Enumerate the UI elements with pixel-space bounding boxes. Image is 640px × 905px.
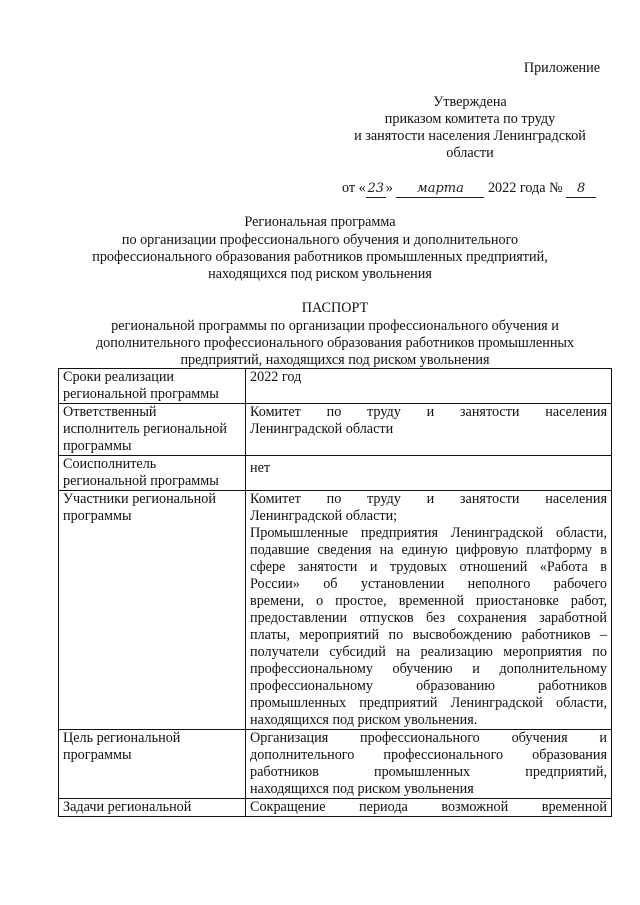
program-title-line-1: Региональная программа bbox=[244, 214, 396, 230]
table-row-tasks bbox=[59, 799, 612, 817]
coexecutor-label-line: региональной программы bbox=[63, 473, 219, 489]
passport-heading: ПАСПОРТ bbox=[301, 300, 369, 316]
program-title-line-3: профессионального образования работников промышленных предприятий, bbox=[92, 249, 548, 265]
table-row-participants bbox=[59, 491, 612, 730]
participants-value-line: получатели субсидий на реализацию мероприятия по bbox=[250, 644, 607, 660]
participants-value-line: профессиональному обучению и дополнительному bbox=[250, 661, 607, 677]
goal-value-line: дополнительного профессионального образования bbox=[250, 747, 607, 763]
executor-label-line: исполнитель региональной bbox=[63, 421, 227, 437]
passport-table bbox=[58, 368, 612, 817]
participants-label-line: программы bbox=[63, 508, 132, 524]
executor-value-cell bbox=[246, 404, 612, 456]
table-row-goal bbox=[59, 730, 612, 799]
coexecutor-value-line: нет bbox=[250, 460, 271, 476]
passport-subtitle-line-3: предприятий, находящихся под риском увольнения bbox=[180, 352, 490, 368]
executor-value-line: Комитет по труду и занятости населения bbox=[250, 404, 607, 420]
participants-value-line: подавшие сведения на единую цифровую платформу в bbox=[250, 542, 607, 558]
table-row-terms bbox=[59, 369, 612, 404]
coexecutor-value-cell bbox=[246, 456, 612, 491]
tasks-label-line: Задачи региональной bbox=[63, 799, 192, 815]
executor-label-cell bbox=[59, 404, 246, 456]
tasks-value-cell bbox=[246, 799, 612, 817]
order-number-handwritten: 8 bbox=[566, 180, 596, 198]
goal-label-line: Цель региональной bbox=[63, 730, 181, 746]
date-close-quote: » bbox=[385, 180, 393, 196]
goal-label-line: программы bbox=[63, 747, 132, 763]
goal-value-cell bbox=[246, 730, 612, 799]
goal-label-cell bbox=[59, 730, 246, 799]
participants-value-cell bbox=[246, 491, 612, 730]
terms-label-cell bbox=[59, 369, 246, 404]
passport-subtitle-line-1: региональной программы по организации профессионального обучения и bbox=[111, 318, 559, 334]
tasks-label-cell bbox=[59, 799, 246, 817]
executor-label-line: программы bbox=[63, 438, 132, 454]
table-row-executor bbox=[59, 404, 612, 456]
goal-value-line: Организация профессионального обучения и bbox=[250, 730, 607, 746]
terms-label-line: Сроки реализации bbox=[63, 369, 175, 385]
terms-value-cell bbox=[246, 369, 612, 404]
participants-value-line: Ленинградской области; bbox=[250, 508, 398, 524]
program-title-line-4: находящихся под риском увольнения bbox=[208, 266, 432, 282]
participants-label-cell bbox=[59, 491, 246, 730]
date-month-handwritten: марта bbox=[396, 180, 484, 198]
participants-value-line: России» об установлении неполного рабочего bbox=[250, 576, 607, 592]
goal-value-line: работников промышленных предприятий, bbox=[250, 764, 607, 780]
coexecutor-label-line: Соисполнитель bbox=[63, 456, 157, 472]
order-line-1: приказом комитета по труду bbox=[384, 111, 556, 127]
participants-value-line: платы, мероприятий по высвобождению работников – bbox=[250, 627, 607, 643]
order-date-line bbox=[342, 180, 596, 198]
participants-value-line: Промышленные предприятия Ленинградской области, bbox=[250, 525, 607, 541]
participants-value-line: сфере занятости и трудовых отношений «Работа в bbox=[250, 559, 607, 575]
participants-value-line: находящихся под риском увольнения. bbox=[250, 712, 478, 728]
passport-subtitle-line-2: дополнительного профессионального образования работников промышленных bbox=[95, 335, 575, 351]
goal-value-line: находящихся под риском увольнения bbox=[250, 781, 474, 797]
approved-label: Утверждена bbox=[433, 94, 507, 110]
participants-value-line: Комитет по труду и занятости населения bbox=[250, 491, 607, 507]
terms-value-line: 2022 год bbox=[250, 369, 302, 385]
executor-label-line: Ответственный bbox=[63, 404, 157, 420]
program-title-line-2: по организации профессионального обучения и дополнительного bbox=[121, 232, 519, 248]
table-row-coexecutor bbox=[59, 456, 612, 491]
order-line-3: области bbox=[446, 145, 494, 161]
date-from-text: от « bbox=[342, 180, 366, 196]
participants-value-line: профессиональному образованию работников bbox=[250, 678, 607, 694]
terms-label-line: региональной программы bbox=[63, 386, 219, 402]
order-line-2: и занятости населения Ленинградской bbox=[354, 128, 586, 144]
tasks-value-line: Сокращение периода возможной временной bbox=[250, 799, 607, 815]
executor-value-line: Ленинградской области bbox=[250, 421, 394, 437]
participants-value-line: времени, о простое, временной приостановке работ, bbox=[250, 593, 607, 609]
date-day-handwritten: 23 bbox=[367, 181, 385, 196]
participants-label-line: Участники региональной bbox=[63, 491, 216, 507]
participants-value-line: предоставлении отпусков без сохранения заработной bbox=[250, 610, 607, 626]
participants-value-line: промышленных предприятий Ленинградской области, bbox=[250, 695, 607, 711]
appendix-label: Приложение bbox=[523, 60, 600, 76]
coexecutor-label-cell bbox=[59, 456, 246, 491]
date-year-text: 2022 года № bbox=[487, 180, 563, 196]
